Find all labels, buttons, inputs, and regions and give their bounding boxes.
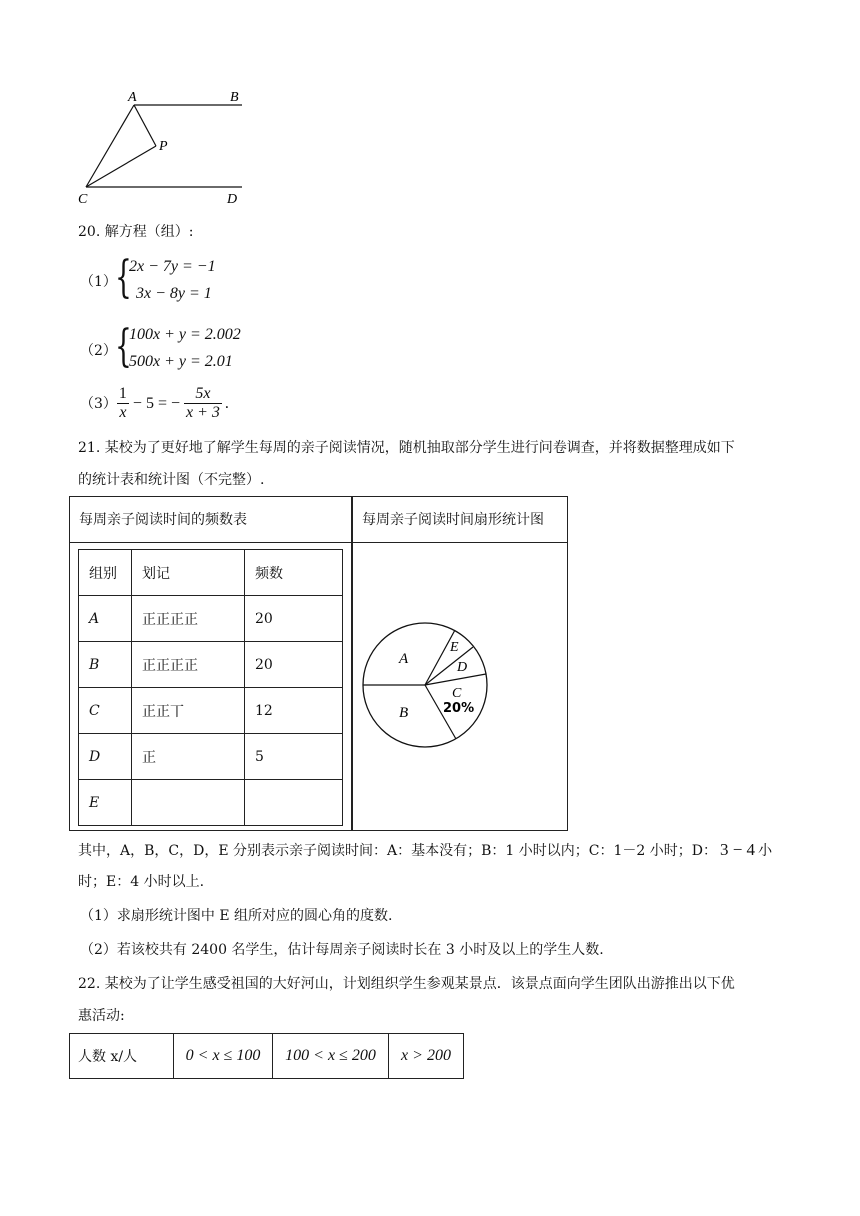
label-C: C [78,192,88,207]
q20-p1-label: （1） [80,274,117,290]
q21-line1: 21. 某校为了更好地了解学生每周的亲子阅读情况，随机抽取部分学生进行问卷调查，并将数据整理成如下 [78,440,735,456]
header-tally: 划记 [132,550,245,596]
q20-p3-mid: − 5 = − [132,394,180,412]
cell-tally: 正正丅 [132,688,245,734]
cell-group: B [79,642,132,688]
q20-p3-rhs-fraction [184,385,222,422]
cell-group: D [79,734,132,780]
q21-header-divider [69,542,567,543]
cell-tally: 正正正正 [132,642,245,688]
cell-tally: 正正正正 [132,596,245,642]
q20-p3-lhs-num: 1 [118,385,127,402]
q22-cell-range-1: 0 < x ≤ 100 [174,1034,273,1078]
frequency-table [78,549,343,826]
q20-p2-eq2: 500x + y = 2.01 [129,353,233,370]
q20-p3-rhs-den: x + 3 [186,404,220,421]
q21-table-title: 每周亲子阅读时间的频数表 [79,512,247,528]
header-frequency: 频数 [245,550,343,596]
q21-desc2: 时；E：4 小时以上. [78,874,205,890]
q20-p3-lhs-den: x [119,404,127,421]
q22-line2: 惠活动: [78,1008,125,1024]
q20-p2-label: （2） [80,343,117,359]
cell-group: A [79,596,132,642]
q20-p3-lhs-fraction [117,385,129,422]
table-row [79,642,343,688]
table-row [79,688,343,734]
pie-label-B: B [399,705,409,721]
q22-line1: 22. 某校为了让学生感受祖国的大好河山，计划组织学生参观某景点．该景点面向学生团队出游推出以下优 [78,976,735,992]
cell-frequency [245,780,343,826]
cell-tally [132,780,245,826]
cell-tally: 正 [132,734,245,780]
q21-desc1-c: 小 [758,843,773,859]
pie-label-C-percent: 20% [443,701,475,716]
q22-cell-range-3: x > 200 [401,1047,451,1064]
pie-label-C: C [452,686,462,701]
q20-p2-brace: { [115,321,132,372]
geometry-figure [70,85,260,210]
q21-desc1-a: 其中，A，B，C，D，E 分别表示亲子阅读时间：A：基本没有；B：1 小时以内；C：1－2 小时；D： [78,843,717,859]
q21-sub1: （1）求扇形统计图中 E 组所对应的圆心角的度数. [80,908,393,924]
label-D: D [227,192,238,207]
q20-p1-eq2: 3x − 8y = 1 [136,285,212,302]
q20-p3-label: （3） [80,395,117,412]
q21-chart-title: 每周亲子阅读时间扇形统计图 [362,512,544,528]
q22-cell-range-2: 100 < x ≤ 200 [273,1034,389,1078]
q20-p3 [80,385,229,422]
q20-p3-rhs-num: 5x [184,385,222,404]
q21-desc1 [78,840,772,861]
header-group: 组别 [79,550,132,596]
cell-group: C [79,688,132,734]
label-B: B [230,90,239,105]
table-row [79,734,343,780]
cell-group: E [79,780,132,826]
q22-table [69,1033,464,1079]
pie-label-A: A [399,651,409,667]
label-P: P [159,139,168,154]
q20-p1-eq1: 2x − 7y = −1 [129,258,216,275]
table-header-row [79,550,343,596]
pie-label-D: D [457,660,468,675]
q21-sub2: （2）若该校共有 2400 名学生，估计每周亲子阅读时长在 3 小时及以上的学生人数. [80,942,604,958]
table-row [79,596,343,642]
table-row [79,780,343,826]
q20-p2-eq1: 100x + y = 2.002 [129,326,241,343]
pie-chart [355,615,495,755]
cell-frequency: 20 [245,642,343,688]
q20-p3-end: . [224,394,229,412]
pie-label-E: E [450,640,459,655]
q20-p1-brace: { [115,252,132,303]
cell-frequency: 5 [245,734,343,780]
cell-frequency: 12 [245,688,343,734]
q21-desc1-b: 3 − 4 [719,840,756,859]
label-A: A [128,90,137,105]
q21-line2: 的统计表和统计图（不完整）. [78,472,265,488]
q22-cell-header: 人数 x/人 [70,1034,174,1078]
cell-frequency: 20 [245,596,343,642]
q20-heading: 20. 解方程（组）: [78,224,194,240]
